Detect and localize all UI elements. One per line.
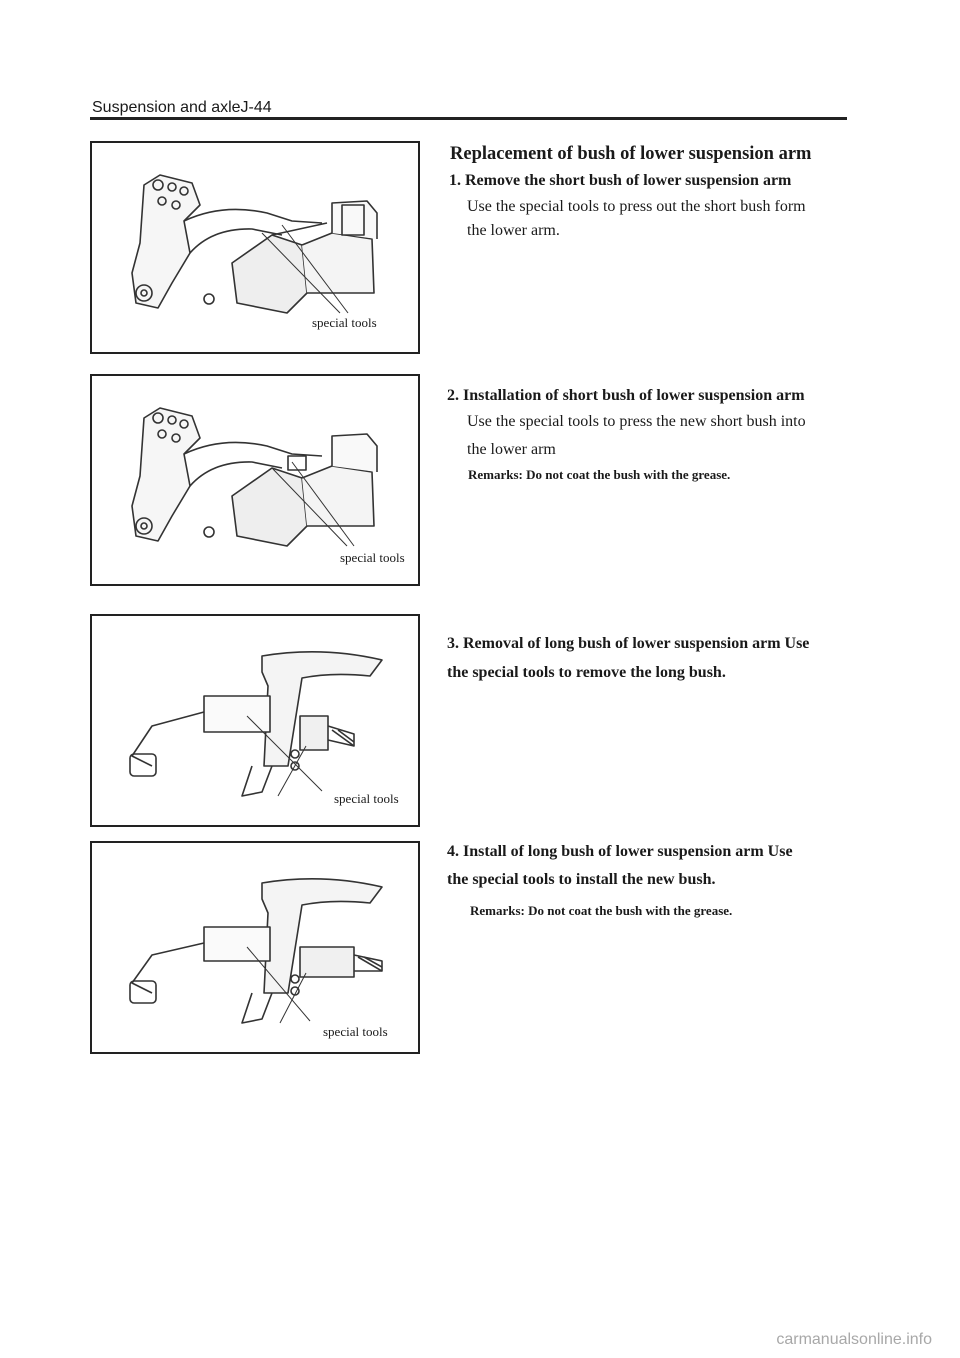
header-divider [90,117,847,120]
step-2-heading: 2. Installation of short bush of lower suspension arm [447,387,805,404]
step-1-body-line-2: the lower arm. [467,222,560,239]
figure-4-bush-install [90,841,420,1054]
arm-bush-installer-illustration-icon [92,843,420,1054]
step-3-heading-line-1: 3. Removal of long bush of lower suspension arm Use [447,635,810,652]
watermark: carmanualsonline.info [776,1331,932,1348]
step-2-remark: Remarks: Do not coat the bush with the grease. [468,467,731,482]
step-1-heading: 1. Remove the short bush of lower suspension arm [449,172,792,189]
step-4-heading-line-1: 4. Install of long bush of lower suspension arm Use [447,843,793,860]
step-4-heading-line-2: the special tools to install the new bush. [447,871,716,888]
figure-3-bush-removal [90,614,420,827]
figure-1-vise-press [90,141,420,354]
figure-2-callout: special tools [340,550,405,565]
figure-4-callout: special tools [323,1024,388,1039]
step-2-body-line-2: the lower arm [467,441,556,458]
figure-2-vise-press [90,374,420,586]
step-3-heading-line-2: the special tools to remove the long bush. [447,664,726,681]
figure-3-callout: special tools [334,791,399,806]
section-title: Replacement of bush of lower suspension arm [450,144,812,164]
step-2-body-line-1: Use the special tools to press the new short bush into [467,413,806,430]
figure-1-callout: special tools [312,315,377,330]
page-header-title: Suspension and axleJ-44 [92,99,272,116]
step-1-body-line-1: Use the special tools to press out the short bush form [467,198,806,215]
step-4-remark: Remarks: Do not coat the bush with the grease. [470,903,733,918]
